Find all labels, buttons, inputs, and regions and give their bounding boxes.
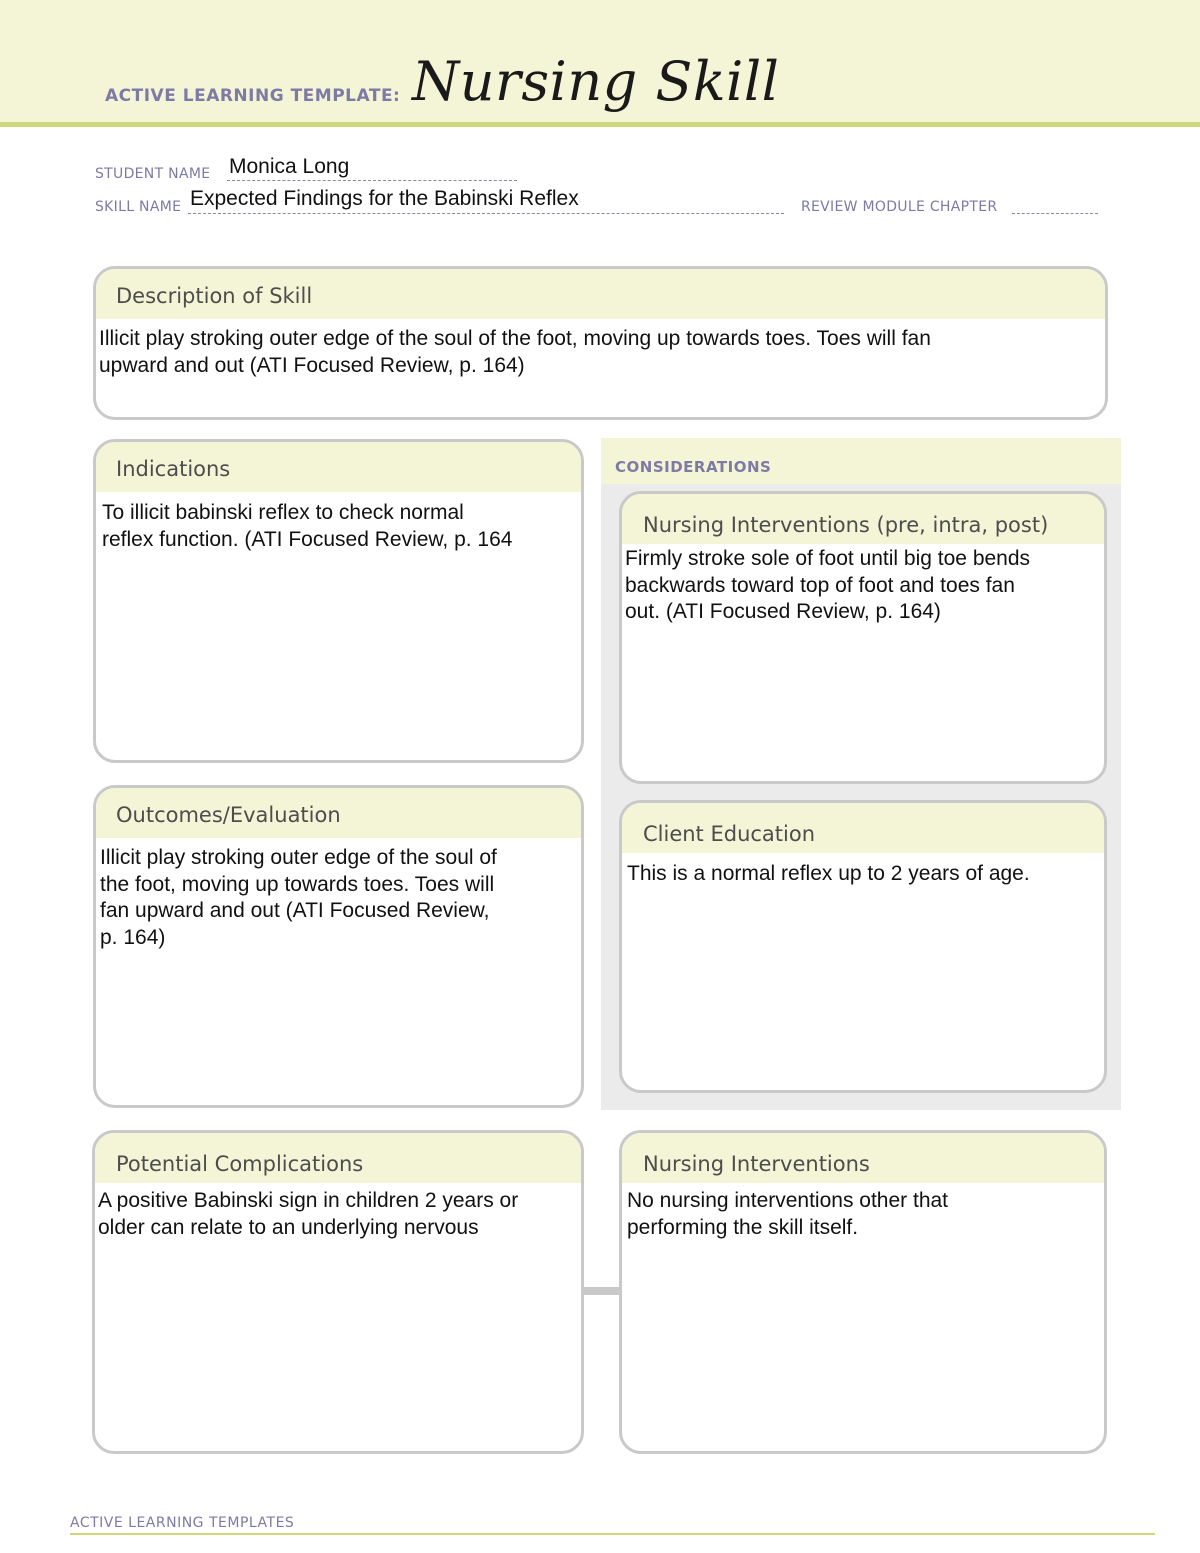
student-name-field[interactable]: Monica Long <box>229 155 350 178</box>
skill-name-line <box>188 213 784 214</box>
header-rule <box>0 122 1200 127</box>
box-connector <box>583 1287 621 1295</box>
description-box <box>93 266 1108 420</box>
nursing-interventions-pip-title: Nursing Interventions (pre, intra, post) <box>643 513 1049 537</box>
nursing-interventions-text[interactable]: No nursing interventions other that performing the skill itself. <box>627 1189 949 1239</box>
nursing-interventions-pip-box <box>619 491 1107 784</box>
footer-label: ACTIVE LEARNING TEMPLATES <box>70 1515 295 1531</box>
review-module-line <box>1012 213 1098 214</box>
footer-rule <box>70 1533 1155 1535</box>
indications-box <box>93 439 584 763</box>
indications-text[interactable]: To illicit babinski reflex to check normal reflex function. (ATI Focused Review, p. 164 <box>102 501 513 551</box>
student-name-label: STUDENT NAME <box>95 166 211 182</box>
indications-title: Indications <box>116 457 231 481</box>
nursing-interventions-box <box>619 1130 1107 1454</box>
template-label: ACTIVE LEARNING TEMPLATE: <box>105 86 401 106</box>
outcomes-text[interactable]: Illicit play stroking outer edge of the soul of the foot, moving up towards toes. Toes will fan upward and out (ATI Focused Review, p. 164) <box>100 846 497 949</box>
skill-name-field[interactable]: Expected Findings for the Babinski Reflex <box>190 187 579 210</box>
outcomes-box <box>93 785 584 1108</box>
review-module-label: REVIEW MODULE CHAPTER <box>801 199 998 215</box>
nursing-interventions-pip-text[interactable]: Firmly stroke sole of foot until big toe bends backwards toward top of foot and toes fan out. (ATI Focused Review, p. 164) <box>625 547 1031 623</box>
client-education-text[interactable]: This is a normal reflex up to 2 years of age. <box>627 862 1030 885</box>
client-education-box <box>619 800 1107 1093</box>
description-text[interactable]: Illicit play stroking outer edge of the soul of the foot, moving up towards toes. Toes will fan upward and out (ATI Focused Review, p. 164) <box>99 327 931 377</box>
nursing-interventions-title: Nursing Interventions <box>643 1152 870 1176</box>
student-name-line <box>227 180 517 181</box>
potential-complications-text[interactable]: A positive Babinski sign in children 2 years or older can relate to an underlying nervous <box>98 1189 519 1239</box>
potential-complications-box <box>92 1130 584 1454</box>
template-title: Nursing Skill <box>412 50 780 113</box>
potential-complications-title: Potential Complications <box>116 1152 364 1176</box>
outcomes-title: Outcomes/Evaluation <box>116 803 341 827</box>
client-education-title: Client Education <box>643 822 816 846</box>
skill-name-label: SKILL NAME <box>95 199 182 215</box>
considerations-label: CONSIDERATIONS <box>615 458 772 476</box>
description-title: Description of Skill <box>116 284 313 308</box>
